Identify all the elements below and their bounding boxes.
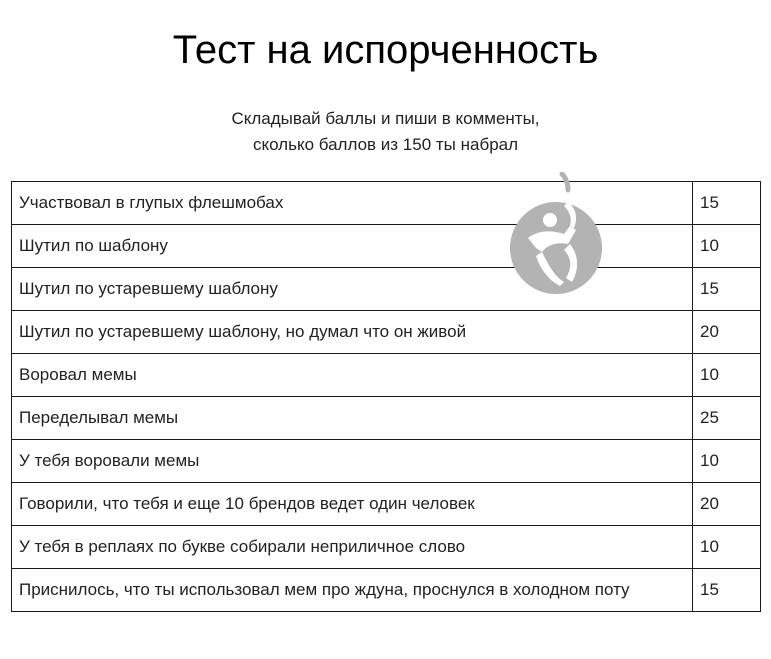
row-text: Приснилось, что ты использовал мем про ждуна, проснулся в холодном поту — [12, 569, 693, 612]
row-points: 10 — [693, 354, 761, 397]
subtitle-line-2: сколько баллов из 150 ты набрал — [252, 135, 519, 154]
row-text: У тебя воровали мемы — [12, 440, 693, 483]
subtitle-line-1: Складывай баллы и пиши в комменты, — [231, 109, 540, 128]
table-row — [12, 526, 761, 569]
page-title: Тест на испорченность — [172, 28, 599, 72]
row-points: 15 — [693, 268, 761, 311]
table-row — [12, 397, 761, 440]
row-text: Говорили, что тебя и еще 10 брендов ведет один человек — [12, 483, 693, 526]
table-row — [12, 569, 761, 612]
table-row — [12, 225, 761, 268]
quiz-table — [11, 181, 761, 612]
row-points: 15 — [693, 569, 761, 612]
row-text: Участвовал в глупых флешмобах — [12, 182, 693, 225]
row-text: У тебя в реплаях по букве собирали неприличное слово — [12, 526, 693, 569]
row-points: 20 — [693, 311, 761, 354]
row-text: Шутил по устаревшему шаблону — [12, 268, 693, 311]
row-points: 10 — [693, 526, 761, 569]
table-row — [12, 354, 761, 397]
table-row — [12, 483, 761, 526]
table-row — [12, 268, 761, 311]
row-text: Шутил по устаревшему шаблону, но думал что он живой — [12, 311, 693, 354]
row-points: 10 — [693, 440, 761, 483]
table-row — [12, 182, 761, 225]
subtitle — [0, 106, 771, 158]
row-text: Переделывал мемы — [12, 397, 693, 440]
row-points: 15 — [693, 182, 761, 225]
row-points: 25 — [693, 397, 761, 440]
row-points: 10 — [693, 225, 761, 268]
row-points: 20 — [693, 483, 761, 526]
table-row — [12, 311, 761, 354]
row-text: Шутил по шаблону — [12, 225, 693, 268]
table-row — [12, 440, 761, 483]
row-text: Воровал мемы — [12, 354, 693, 397]
